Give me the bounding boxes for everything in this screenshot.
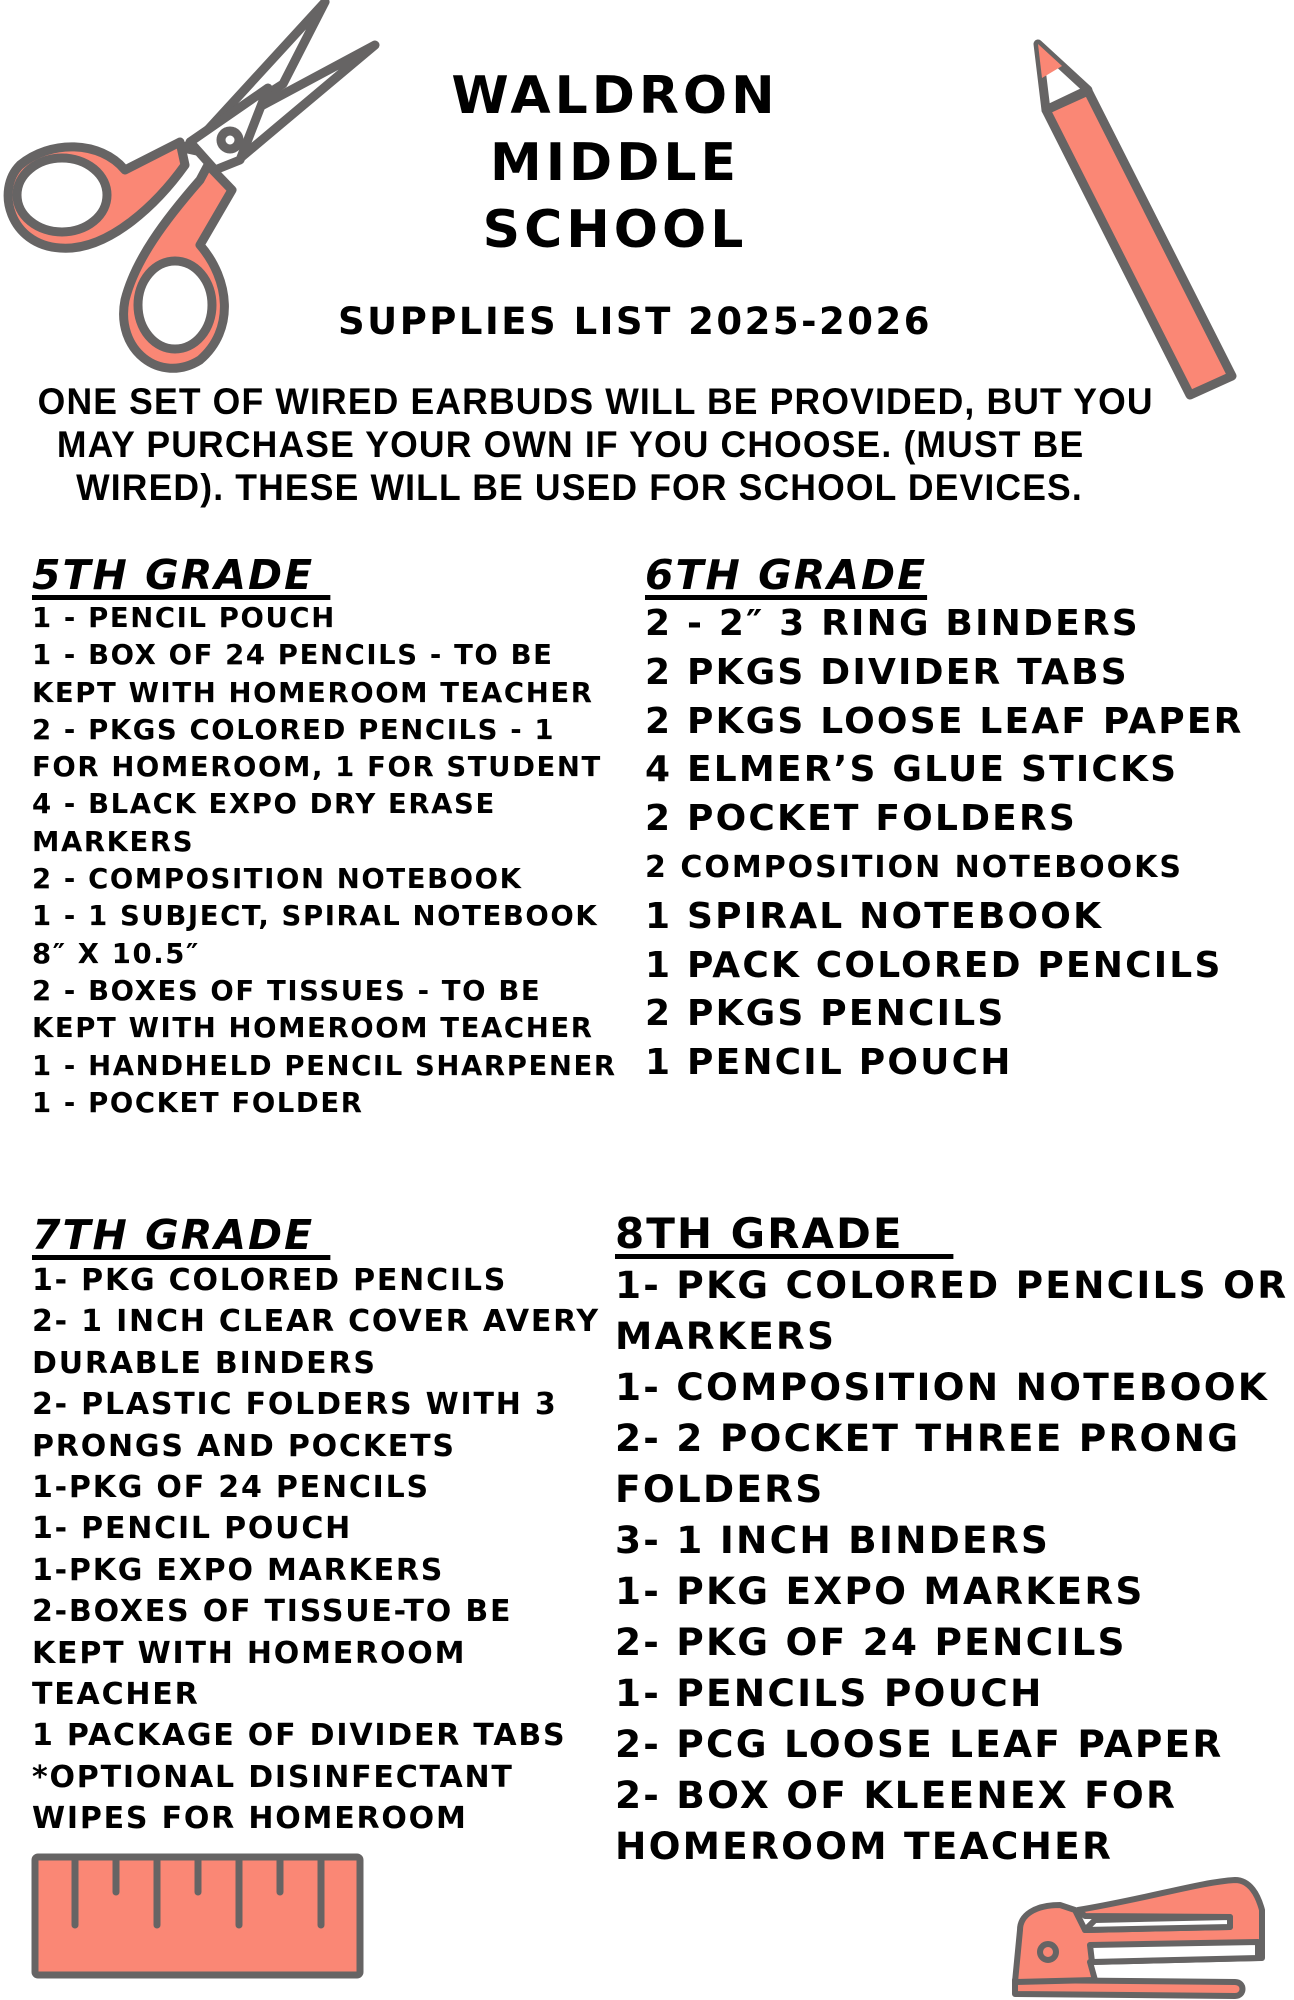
list-item: 2- BOX OF KLEENEX FOR — [615, 1773, 1178, 1817]
list-item: 1 PACK COLORED PENCILS — [645, 944, 1223, 986]
grade-5-heading: 5TH GRADE — [32, 551, 331, 599]
list-item: 1 SPIRAL NOTEBOOK — [645, 895, 1104, 937]
list-item: 1- COMPOSITION NOTEBOOK — [615, 1365, 1270, 1409]
list-item: 1 - PENCIL POUCH — [32, 602, 336, 634]
ruler-icon — [30, 1852, 370, 1992]
list-item: 8″ X 10.5″ — [32, 937, 200, 970]
list-item: TEACHER — [32, 1677, 200, 1713]
list-item: 2- 1 INCH CLEAR COVER AVERY — [32, 1304, 600, 1340]
notice-line: WIRED). THESE WILL BE USED FOR SCHOOL DEVICES. — [76, 467, 1083, 508]
list-item: 1-PKG EXPO MARKERS — [32, 1552, 445, 1588]
list-item: 1- PENCIL POUCH — [32, 1511, 353, 1547]
list-item: 1 - BOX OF 24 PENCILS - TO BE — [32, 639, 554, 672]
list-item: 2- PKG OF 24 PENCILS — [615, 1620, 1127, 1664]
grade-5-list — [32, 600, 617, 1122]
list-item: 2 POCKET FOLDERS — [645, 798, 1078, 840]
list-item: 2 PKGS PENCILS — [645, 993, 1006, 1035]
list-item: 2 COMPOSITION NOTEBOOKS — [645, 849, 1183, 885]
list-item: FOR HOMEROOM, 1 FOR STUDENT — [32, 751, 602, 784]
list-item: MARKERS — [32, 825, 195, 858]
school-name-line-1: WALDRON — [451, 66, 779, 126]
grade-8-section — [615, 1208, 1290, 1872]
list-item: KEPT WITH HOMEROOM — [32, 1635, 467, 1671]
list-item: 2 - PKGS COLORED PENCILS - 1 — [32, 713, 556, 746]
list-item: 1 PENCIL POUCH — [645, 1042, 1013, 1084]
grade-6-section — [645, 550, 1285, 1088]
grade-8-list — [615, 1260, 1290, 1872]
grade-8-heading: 8TH GRADE — [615, 1209, 954, 1258]
list-item: 3- 1 INCH BINDERS — [615, 1518, 1051, 1562]
list-item: 1- PENCILS POUCH — [615, 1671, 1044, 1715]
list-item: 2-BOXES OF TISSUE-TO BE — [32, 1594, 513, 1630]
list-item: 1 - POCKET FOLDER — [32, 1086, 364, 1119]
list-item: PRONGS AND POCKETS — [32, 1428, 456, 1464]
list-item: 4 ELMER’S GLUE STICKS — [645, 749, 1179, 791]
grade-5-section — [32, 550, 617, 1122]
list-item: 2 PKGS LOOSE LEAF PAPER — [645, 700, 1244, 742]
grade-7-heading: 7TH GRADE — [32, 1211, 331, 1259]
list-item: 1 - 1 SUBJECT, SPIRAL NOTEBOOK — [32, 900, 599, 933]
list-item: 1- PKG COLORED PENCILS OR — [615, 1263, 1289, 1307]
stapler-icon — [1000, 1870, 1290, 2000]
list-item: 1 - HANDHELD PENCIL SHARPENER — [32, 1049, 617, 1082]
school-name-line-2: MIDDLE — [489, 133, 741, 193]
list-item: 4 - BLACK EXPO DRY ERASE — [32, 788, 496, 821]
list-item: FOLDERS — [615, 1467, 825, 1511]
grade-6-heading: 6TH GRADE — [645, 551, 928, 599]
list-item: MARKERS — [615, 1314, 837, 1358]
list-item: 2 - COMPOSITION NOTEBOOK — [32, 863, 523, 896]
notice-line: ONE SET OF WIRED EARBUDS WILL BE PROVIDED, BUT YOU — [37, 381, 1154, 422]
list-item: KEPT WITH HOMEROOM TEACHER — [32, 1012, 594, 1045]
list-item: 1 PACKAGE OF DIVIDER TABS — [32, 1718, 567, 1754]
notice-line: MAY PURCHASE YOUR OWN IF YOU CHOOSE. (MUST BE — [56, 424, 1085, 465]
list-item: 2- PLASTIC FOLDERS WITH 3 — [32, 1387, 558, 1423]
list-item: 1- PKG COLORED PENCILS — [32, 1263, 508, 1298]
grade-6-list — [645, 600, 1285, 1088]
supplies-list-title: SUPPLIES LIST 2025-2026 — [338, 300, 932, 343]
list-item: *OPTIONAL DISINFECTANT — [32, 1759, 514, 1795]
earbuds-notice — [30, 380, 1163, 509]
list-item: 2 - BOXES OF TISSUES - TO BE — [32, 974, 542, 1007]
school-name-line-3: SCHOOL — [482, 200, 748, 260]
list-item: KEPT WITH HOMEROOM TEACHER — [32, 676, 594, 709]
list-item: 2 PKGS DIVIDER TABS — [645, 651, 1129, 693]
list-item: 1- PKG EXPO MARKERS — [615, 1569, 1145, 1613]
list-item: 1-PKG OF 24 PENCILS — [32, 1470, 430, 1506]
list-item: HOMEROOM TEACHER — [615, 1824, 1114, 1868]
grade-7-section — [32, 1210, 612, 1840]
grade-7-list — [32, 1260, 612, 1840]
list-item: 2- 2 POCKET THREE PRONG — [615, 1416, 1241, 1460]
list-item: WIPES FOR HOMEROOM — [32, 1801, 468, 1837]
list-item: 2- PCG LOOSE LEAF PAPER — [615, 1722, 1224, 1766]
list-item: DURABLE BINDERS — [32, 1345, 377, 1381]
list-item: 2 - 2″ 3 RING BINDERS — [645, 603, 1140, 644]
